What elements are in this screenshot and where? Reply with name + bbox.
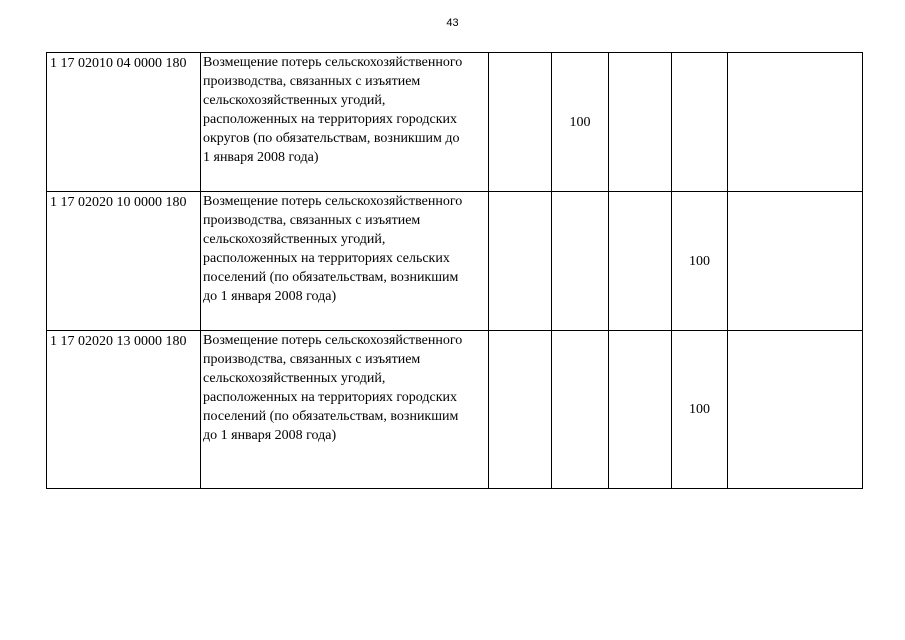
row-code: 1 17 02010 04 0000 180 <box>47 53 201 192</box>
value-cell <box>728 53 863 192</box>
description-line: расположенных на территориях городских <box>203 390 457 405</box>
value-cell <box>728 331 863 489</box>
value-cell: 100 <box>672 192 728 331</box>
description-line: сельскохозяйственных угодий, <box>203 371 386 386</box>
description-line: до 1 января 2008 года) <box>203 428 337 443</box>
budget-table <box>46 52 863 489</box>
page-number: 43 <box>446 17 459 29</box>
description-line: расположенных на территориях городских <box>203 112 457 127</box>
description-line: поселений (по обязательствам, возникшим <box>203 270 459 285</box>
value-cell <box>728 192 863 331</box>
value-cell <box>489 192 552 331</box>
description-line: расположенных на территориях сельских <box>203 251 450 266</box>
description-line: производства, связанных с изъятием <box>203 74 421 89</box>
description-line: округов (по обязательствам, возникшим до <box>203 131 460 146</box>
row-code: 1 17 02020 10 0000 180 <box>47 192 201 331</box>
value-cell <box>609 331 672 489</box>
row-description <box>201 192 489 331</box>
value-cell <box>609 53 672 192</box>
value-cell <box>489 331 552 489</box>
description-line: производства, связанных с изъятием <box>203 213 421 228</box>
description-line: до 1 января 2008 года) <box>203 289 337 304</box>
row-description <box>201 53 489 192</box>
description-line: производства, связанных с изъятием <box>203 352 421 367</box>
table-row <box>47 331 863 489</box>
value-cell: 100 <box>552 53 609 192</box>
row-description <box>201 331 489 489</box>
value-cell <box>672 53 728 192</box>
value-cell <box>609 192 672 331</box>
description-line: 1 января 2008 года) <box>203 150 319 165</box>
value-cell: 100 <box>672 331 728 489</box>
description-line: поселений (по обязательствам, возникшим <box>203 409 459 424</box>
description-line: Возмещение потерь сельскохозяйственного <box>203 333 463 348</box>
description-line: сельскохозяйственных угодий, <box>203 93 386 108</box>
description-line: Возмещение потерь сельскохозяйственного <box>203 194 463 209</box>
description-line: сельскохозяйственных угодий, <box>203 232 386 247</box>
table-row <box>47 192 863 331</box>
description-line: Возмещение потерь сельскохозяйственного <box>203 55 463 70</box>
value-cell <box>552 192 609 331</box>
row-code: 1 17 02020 13 0000 180 <box>47 331 201 489</box>
table-row <box>47 53 863 192</box>
value-cell <box>552 331 609 489</box>
value-cell <box>489 53 552 192</box>
